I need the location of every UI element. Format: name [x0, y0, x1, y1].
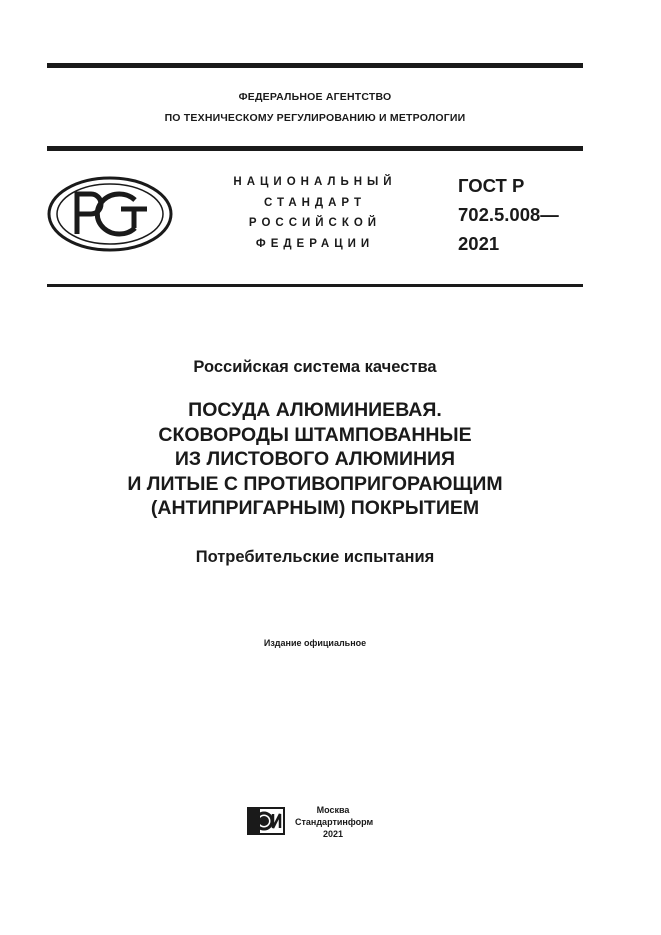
national-line: НАЦИОНАЛЬНЫЙ [233, 176, 397, 188]
gost-line: 2021 [458, 233, 500, 254]
publisher-city: Москва [316, 805, 350, 815]
national-line: ФЕДЕРАЦИИ [255, 237, 375, 250]
header-rule [47, 146, 583, 151]
title-line: СКОВОРОДЫ ШТАМПОВАННЫЕ [158, 423, 472, 446]
publisher-year: 2021 [322, 829, 344, 839]
title-line: ПОСУДА АЛЮМИНИЕВАЯ. [188, 399, 442, 421]
national-standard-label [222, 172, 408, 254]
publisher-name: Стандартинформ [295, 817, 374, 827]
gost-number [458, 171, 559, 258]
title-line: (АНТИПРИГАРНЫМ) ПОКРЫТИЕМ [150, 497, 480, 519]
document-subtitle: Потребительские испытания [195, 548, 435, 566]
gost-line: 702.5.008— [458, 204, 559, 225]
title-line: ИЗ ЛИСТОВОГО АЛЮМИНИЯ [174, 448, 456, 470]
publisher-info [295, 804, 374, 840]
title-line: И ЛИТЫЕ С ПРОТИВОПРИГОРАЮЩИМ [127, 472, 503, 495]
edition-label: Издание официальное [263, 638, 367, 648]
document-title [47, 398, 583, 521]
agency-line-2: ПО ТЕХНИЧЕСКОМУ РЕГУЛИРОВАНИЮ И МЕТРОЛОГИИ [164, 112, 466, 124]
standartinform-logo-icon [247, 807, 285, 835]
top-rule [47, 63, 583, 68]
standard-block-rule [47, 284, 583, 287]
rst-certification-logo-icon [47, 176, 173, 252]
gost-line: ГОСТ Р [458, 175, 525, 196]
agency-line-1: ФЕДЕРАЛЬНОЕ АГЕНТСТВО [238, 91, 392, 103]
national-line: СТАНДАРТ [264, 196, 366, 209]
series-title: Российская система качества [193, 358, 437, 376]
national-line: РОССИЙСКОЙ [248, 217, 382, 229]
